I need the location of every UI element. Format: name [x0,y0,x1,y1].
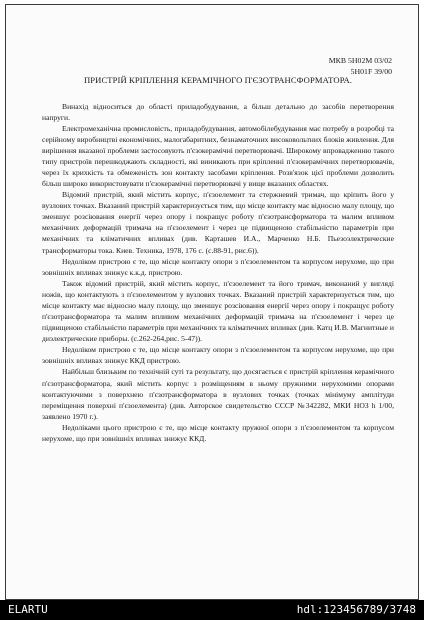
paragraph: Відомий пристрій, який містить корпус, п'єзоелемент та стержневий тримач, що кріпить його у вузлових точках. Вказаний пристрій характеризується тим, що місце контакту має відносно малу площу, що зменшує розсіювання енергії через опору і покращує роботу п'єзотрансформатора та малим впливом механічних деформацій тримача на п'єзоелемент і через це підвищеною стабільністю параметрів при механічних та кліматичних впливах (див. Карташев И.А., Марченко Н.Б. Пьезоэлектрические трансформаторы тока. Киев. Техника, 1978, 176 с. (с.88-91, рис.6)). [42,190,394,255]
paragraph: Також відомий пристрій, який містить корпус, п'єзоелемент та його тримач, виконаний у вигляді ножів, що контактують з п'єзоелементом у вузлових точках. Вказаний пристрій характеризується тим, що місце контакту має відносно малу площу, що зменшує розсіювання енергії через опору і покращує роботу п'єзотрансформатора та малим впливом механічних деформацій тримача на п'єзоелемент і через це підвищеною стабільністю параметрів при механічних та кліматичних впливах (див. Катц И.В. Магнитные и диэлектрические приборы. (с.262-264,рис. 5-47)). [42,278,394,344]
paragraph: Недоліком пристрою є те, що місце контакту опори з п'єзоелементом та корпусом нерухоме, що при зовнішніх впливах знижує ККД пристрою. [42,345,394,366]
repository-name: ELARTU [8,603,48,616]
paragraph: Винахід відноситься до області приладобудування, а більш детально до засобів перетворення напруги. [42,101,394,122]
classification-code: МКВ 5Н02М 03/02 [328,56,392,65]
document-body [42,52,394,444]
paragraph: Електромеханічна промисловість, приладобудування, автомобілебудування має потребу в розробці та серійному виробництві економічних, малогабаритних, безнаматочних високовольтних блоків живлення. Для вирішення вказаної проблеми застосовують п'єзокерамічні перетворювачі. Широкому впровадженню такого типу пристроїв перешкоджають складності, які виникають при кріпленні п'єзокерамічних перетворювачів, через їх крихкість та обмеженість зон контакту засобами кріплення. Розв'язок цієї проблеми дозволить більш широко використовувати п'єзокерамічні перетворювачі у вище вказаних областях. [42,123,394,189]
paragraph: Найбільш близьким по технічній суті та результату, що досягається є пристрій кріплення керамічного п'єзотрансформатора, який містить корпус з розміщенням в ньому пружними нерухомими опорами контактуючими з поверхнею п'єзотрансформатора в вузлових точках (точках мінімуму амплітуди переміщення поверхні п'єзоелемента) (див. Авторское свидетельство СССР №342282, МКИ НОЗ h 1/00, заявлено 1970 г.). [42,367,394,421]
handle-identifier[interactable]: hdl:123456789/3748 [296,603,416,616]
classification-code: 5Н01F 39/00 [350,67,392,77]
paragraph: Недоліком пристрою є те, що місце контакту опори з п'єзоелементом та корпусом нерухоме, що при зовнішніх впливах знижує к.к.д. пристрою. [42,256,394,277]
document-title: ПРИСТРІЙ КРІПЛЕННЯ КЕРАМІЧНОГО П'ЄЗОТРАНСФОРМАТОРА. [83,75,353,85]
repository-footer-bar [0,600,424,620]
paragraph: Недоліками цього пристрою є те, що місце контакту пружної опори з п'єзоелементом та корпусом нерухоме, що при зовнішніх впливах знижує ККД. [42,422,394,443]
